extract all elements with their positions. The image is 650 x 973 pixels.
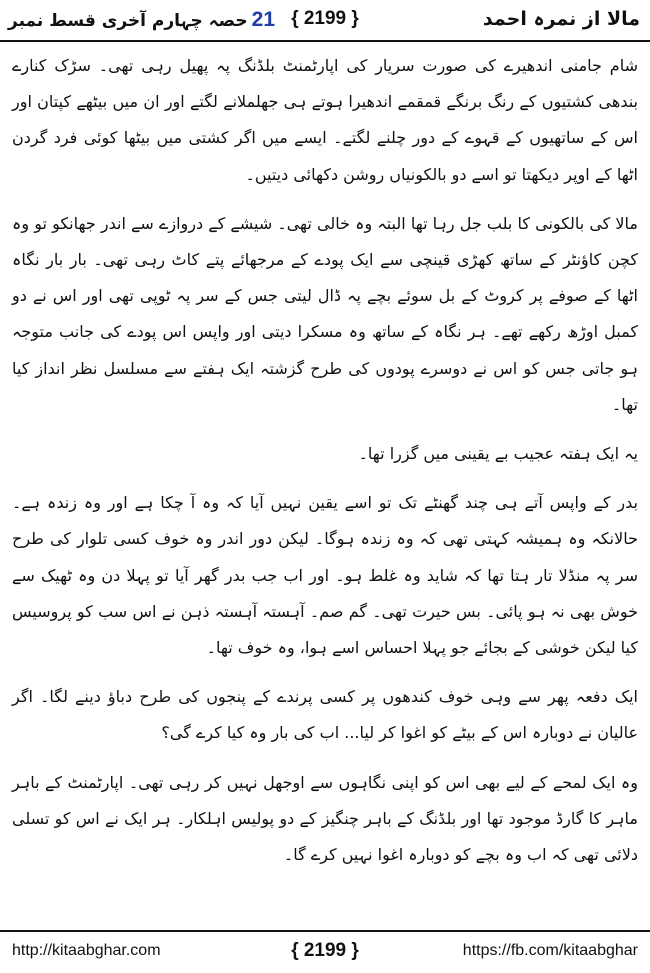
- book-title: مالا از نمرہ احمد: [482, 8, 640, 30]
- paragraph: بدر کے واپس آتے ہی چند گھنٹے تک تو اسے یقین نہیں آیا کہ وہ آ چکا ہے اور وہ زندہ ہے۔ حالانکہ وہ ہمیشہ کہتی تھی کہ وہ زندہ ہوگا۔ لیکن دور اندر وہ خوف کسی تلوار کی طرح سر پہ منڈلا تار ہتا تھا کہ شاید وہ غلط ہو۔ اور اب جب بدر گھر آیا تو پہلا دن وہ ٹھیک سے خوش بھی نہ ہو پائی۔ بس حیرت تھی۔ گم صم۔ آہستہ آہستہ ذہن نے اس سب کو پروسیس کیا لیکن خوشی کے بجائے جو پہلا احساس اسے ہوا، وہ خوف تھا۔: [12, 493, 638, 658]
- paragraph: مالا کی بالکونی کا بلب جل رہا تھا البتہ وہ خالی تھی۔ شیشے کے دروازے سے اندر جھانکو تو وہ کچن کاؤنٹر کے ساتھ کھڑی قینچی سے ایک پودے کے مرجھائے پتے کاٹ رہی تھی۔ بار بار نگاہ اٹھا کے صوفے پر کروٹ کے بل سوئے بچے پہ ڈال لیتی جس کے سر پہ ٹوپی تھی اور اس نے دو کمبل اوڑھ رکھے تھے۔ ہر نگاہ کے ساتھ وہ مسکرا دیتی اور واپس اس پودے کی جانب متوجہ ہو جاتی جس کو اس نے دوسرے پودوں کی طرح گزشتہ ایک ہفتے سے مسلسل نظر انداز کیا تھا۔: [12, 213, 638, 414]
- page-header: [0, 0, 650, 44]
- part-label: حصہ چہارم آخری قسط نمبر: [8, 10, 248, 31]
- footer-page-number: { 2199 }: [291, 940, 359, 961]
- footer-divider: [0, 930, 650, 932]
- paragraph: شام جامنی اندھیرے کی صورت سریار کی اپارٹمنٹ بلڈنگ پہ پھیل رہی تھی۔ سڑک کنارے بندھی کشتیوں کے رنگ برنگے قمقمے اندھیرا ہوتے ہی جھلملانے لگتے اور ان میں بیٹھے کپتان اور اس کے ساتھیوں کے قہوے کے دور چلنے لگتے۔ ایسے میں اگر کشتی میں بیٹھا کوئی فرد گردن اٹھا کے اوپر دیکھتا تو اسے دو بالکونیاں روشن دکھائی دیتیں۔: [12, 56, 638, 184]
- website-link[interactable]: http://kitaabghar.com: [12, 942, 161, 959]
- page-footer: [0, 934, 650, 973]
- paragraph: یہ ایک ہفتہ عجیب بے یقینی میں گزرا تھا۔: [358, 444, 638, 464]
- facebook-link[interactable]: https://fb.com/kitaabghar: [462, 942, 638, 959]
- story-text: [12, 48, 638, 886]
- part-label-group: [8, 8, 275, 32]
- paragraph: ایک دفعہ پھر سے وہی خوف کندھوں پر کسی پرندے کے پنجوں کی طرح دباؤ دینے لگا۔ اگر عالیان نے دوبارہ اس کے بیٹے کو اغوا کر لیا... اب کی بار وہ کیا کرے گی؟: [12, 687, 638, 743]
- episode-number: 21: [251, 8, 276, 31]
- paragraph: وہ ایک لمحے کے لیے بھی اس کو اپنی نگاہوں سے اوجھل نہیں کر رہی تھی۔ اپارٹمنٹ کے باہر ماہر کا گارڈ موجود تھا اور بلڈنگ کے باہر چنگیز کے دو پولیس اہلکار۔ ہر ایک نے اس کو تسلی دلائی تھی کہ اب وہ بچے کو دوبارہ اغوا نہیں کرے گا۔: [12, 772, 638, 865]
- header-page-number: { 2199 }: [291, 8, 359, 29]
- header-divider: [0, 40, 650, 42]
